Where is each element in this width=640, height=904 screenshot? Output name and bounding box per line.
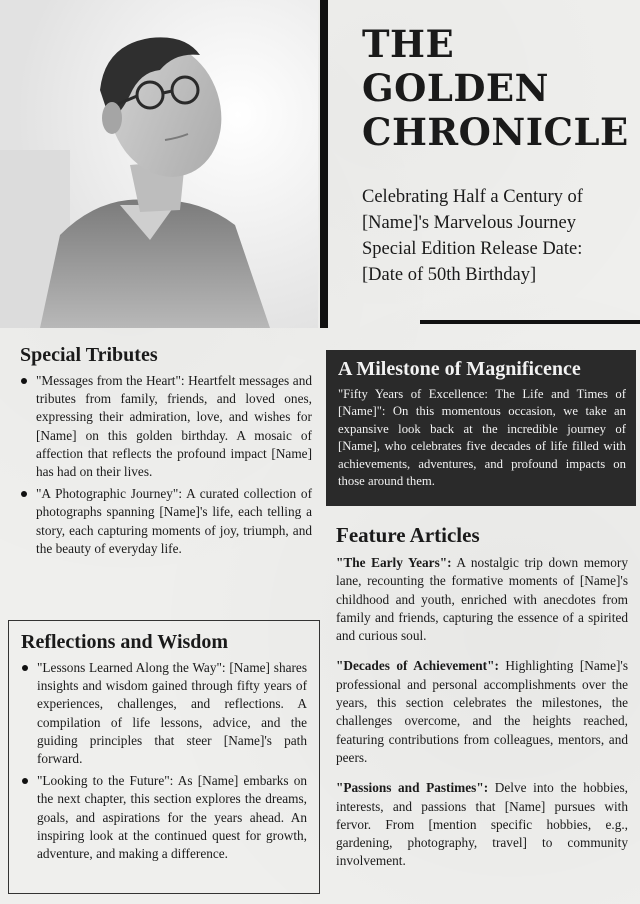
title-line: CHRONICLE [362,110,629,154]
title-line: THE [362,22,455,66]
subtitle-line: [Name]'s Marvelous Journey [362,213,576,233]
milestone-section [326,350,636,506]
horizontal-rule [420,320,640,324]
portrait-illustration [0,0,318,328]
tributes-list [20,372,312,558]
list-item: "Messages from the Heart": Heartfelt messages and tributes from family, friends, and loved ones, expressing their admiration, love, and wishes for [Name] on this golden birthday. A mosaic of affection that reflects the profound impact [Name] has had on their lives. [20,372,312,481]
vertical-rule [320,0,328,328]
article-body: A nostalgic trip down memory lane, recounting the formative moments of [Name]'s childhood and youth, enriched with anecdotes from family and friends, capturing the essence of a spirited and curious soul. [336,555,629,644]
feature-articles-section [336,522,628,883]
list-item: "A Photographic Journey": A curated collection of photographs spanning [Name]'s life, each telling a story, each capturing moments of joy, triumph, and the beauty of everyday life. [20,485,312,558]
article-body: Delve into the hobbies, interests, and passions that [Name] pursues with fervor. From [mention specific hobbies, e.g., gardening, photography, travel] to community involvement. [336,780,628,869]
article-passions-pastimes [336,779,628,870]
special-tributes-section [20,342,312,562]
list-item: "Lessons Learned Along the Way": [Name] shares insights and wisdom gained through fifty years of experiences, challenges, and reflections. A compilation of life lessons, advice, and the guiding principles that steer [Name]'s path forward. [21,659,307,768]
article-title: "Passions and Pastimes": [336,780,489,796]
milestone-body: "Fifty Years of Excellence: The Life and Times of [Name]": On this momentous occasion, we take an expansive look back at the incredible journey of [Name], who celebrates five decades of life filled with achievements, adventures, and profound impacts on those around them. [338,387,626,489]
article-title: "The Early Years": [336,555,452,570]
article-title: "Decades of Achievement": [336,658,499,674]
masthead-title [362,22,629,154]
reflections-list [21,659,307,863]
subtitle-line: [Date of 50th Birthday] [362,265,537,285]
article-early-years [336,554,628,645]
section-heading: Feature Articles [336,523,480,547]
reflections-section [8,620,320,894]
section-heading: Special Tributes [20,344,158,366]
masthead-subtitle [362,184,634,288]
section-heading: Reflections and Wisdom [21,631,229,653]
section-heading: A Milestone of Magnificence [338,358,581,380]
subtitle-line: Celebrating Half a Century of [362,187,583,207]
article-body: Highlighting [Name]'s professional and personal accomplishments over the years, this section celebrates the milestones, the challenges overcome, and the heights reached, featuring contributions from colleagues, mentors, and peers. [336,658,628,765]
title-line: GOLDEN [362,66,549,110]
article-decades-achievement [336,657,628,767]
list-item: "Looking to the Future": As [Name] embarks on the next chapter, this section explores the dreams, goals, and aspirations for the years ahead. An inspiring look at the continued quest for growth, adventure, and making a difference. [21,772,307,863]
subtitle-line: Special Edition Release Date: [362,239,583,259]
portrait-photo [0,0,318,328]
